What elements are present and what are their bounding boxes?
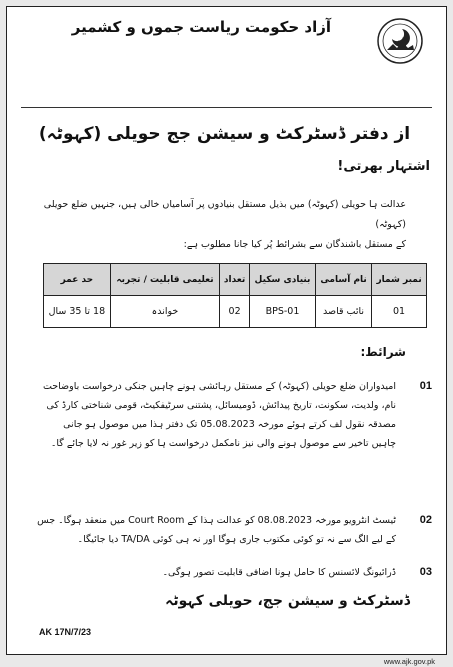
- column-header: نمبر شمار: [372, 264, 427, 296]
- table-header-row: [44, 264, 427, 296]
- condition-text: ڈرائیونگ لائسنس کا حامل ہونا اضافی قابلیت تصور ہوگی۔: [162, 567, 396, 578]
- condition-number: 02: [419, 514, 432, 526]
- conditions-heading: شرائط:: [360, 345, 406, 359]
- signature-block: ڈسٹرکٹ و سیشن جج، حویلی کہوٹہ: [165, 593, 410, 609]
- condition-text: امیدواران ضلع حویلی (کہوٹہ) کے مستقل رہائشی ہونے چاہیں جنکی درخواست باوضاحت نام، ولدیت، سکونت، تاریخ پیدائش، ڈومیسائل، پشتنی سرٹیفکیٹ، قومی شناختی کارڈ کی مصدقہ نقول لف کرتے ہوئے مورخہ 05.08.2023 تک دفتر ہذا میں موصول ہو جانی چاہیں تاخیر سے موصول ہونے والی نیز نامکمل درخواست ہا کو زیر غور نہ لایا جائے گا۔: [42, 381, 396, 449]
- condition-text: ٹیسٹ انٹرویو مورخہ 08.08.2023 کو عدالت ہذا کے Court Room میں منعقد ہوگا۔ جس کے لیے الگ سے نہ تو کوئی مکتوب جاری ہوگا اور نہ ہی کوئی TA/DA دیا جائیگا۔: [37, 515, 396, 545]
- table-cell: 02: [220, 296, 250, 328]
- divider: [21, 107, 432, 108]
- column-header: نام آسامی: [316, 264, 372, 296]
- column-header: حد عمر: [44, 264, 111, 296]
- table-cell: خواندہ: [110, 296, 219, 328]
- column-header: تعلیمی قابلیت / تجربہ: [110, 264, 219, 296]
- column-header: تعداد: [220, 264, 250, 296]
- reference-number: AK 17N/7/23: [39, 627, 92, 637]
- advertisement-subheading: اشتہار بھرتی!: [337, 159, 430, 174]
- condition-number: 01: [419, 380, 432, 392]
- intro-paragraph: [37, 195, 406, 255]
- footer-url: www.ajk.gov.pk: [383, 657, 435, 666]
- ajk-emblem-icon: [376, 17, 424, 65]
- table-row: [44, 296, 427, 328]
- table-cell: نائب قاصد: [316, 296, 372, 328]
- office-title: از دفتر ڈسٹرکٹ و سیشن جج حویلی (کہوٹہ): [38, 124, 411, 144]
- table-cell: BPS-01: [249, 296, 315, 328]
- column-header: بنیادی سکیل: [249, 264, 315, 296]
- condition-item: [37, 563, 432, 582]
- condition-number: 03: [419, 566, 432, 578]
- table-cell: 01: [372, 296, 427, 328]
- condition-item: [37, 511, 432, 549]
- intro-line: عدالت ہا حویلی (کہوٹہ) میں بذیل مستقل بنیادوں پر آسامیاں خالی ہیں، جنہیں ضلع حویلی (کہوٹہ): [43, 199, 406, 230]
- intro-line: کے مستقل باشندگان سے بشرائط پُر کیا جانا مطلوب ہے:: [183, 239, 406, 250]
- table-cell: 18 تا 35 سال: [44, 296, 111, 328]
- condition-item: [37, 377, 432, 453]
- government-heading: آزاد حکومت ریاست جموں و کشمیر: [71, 18, 331, 36]
- advertisement-page: [6, 6, 447, 655]
- posts-table: [43, 263, 427, 328]
